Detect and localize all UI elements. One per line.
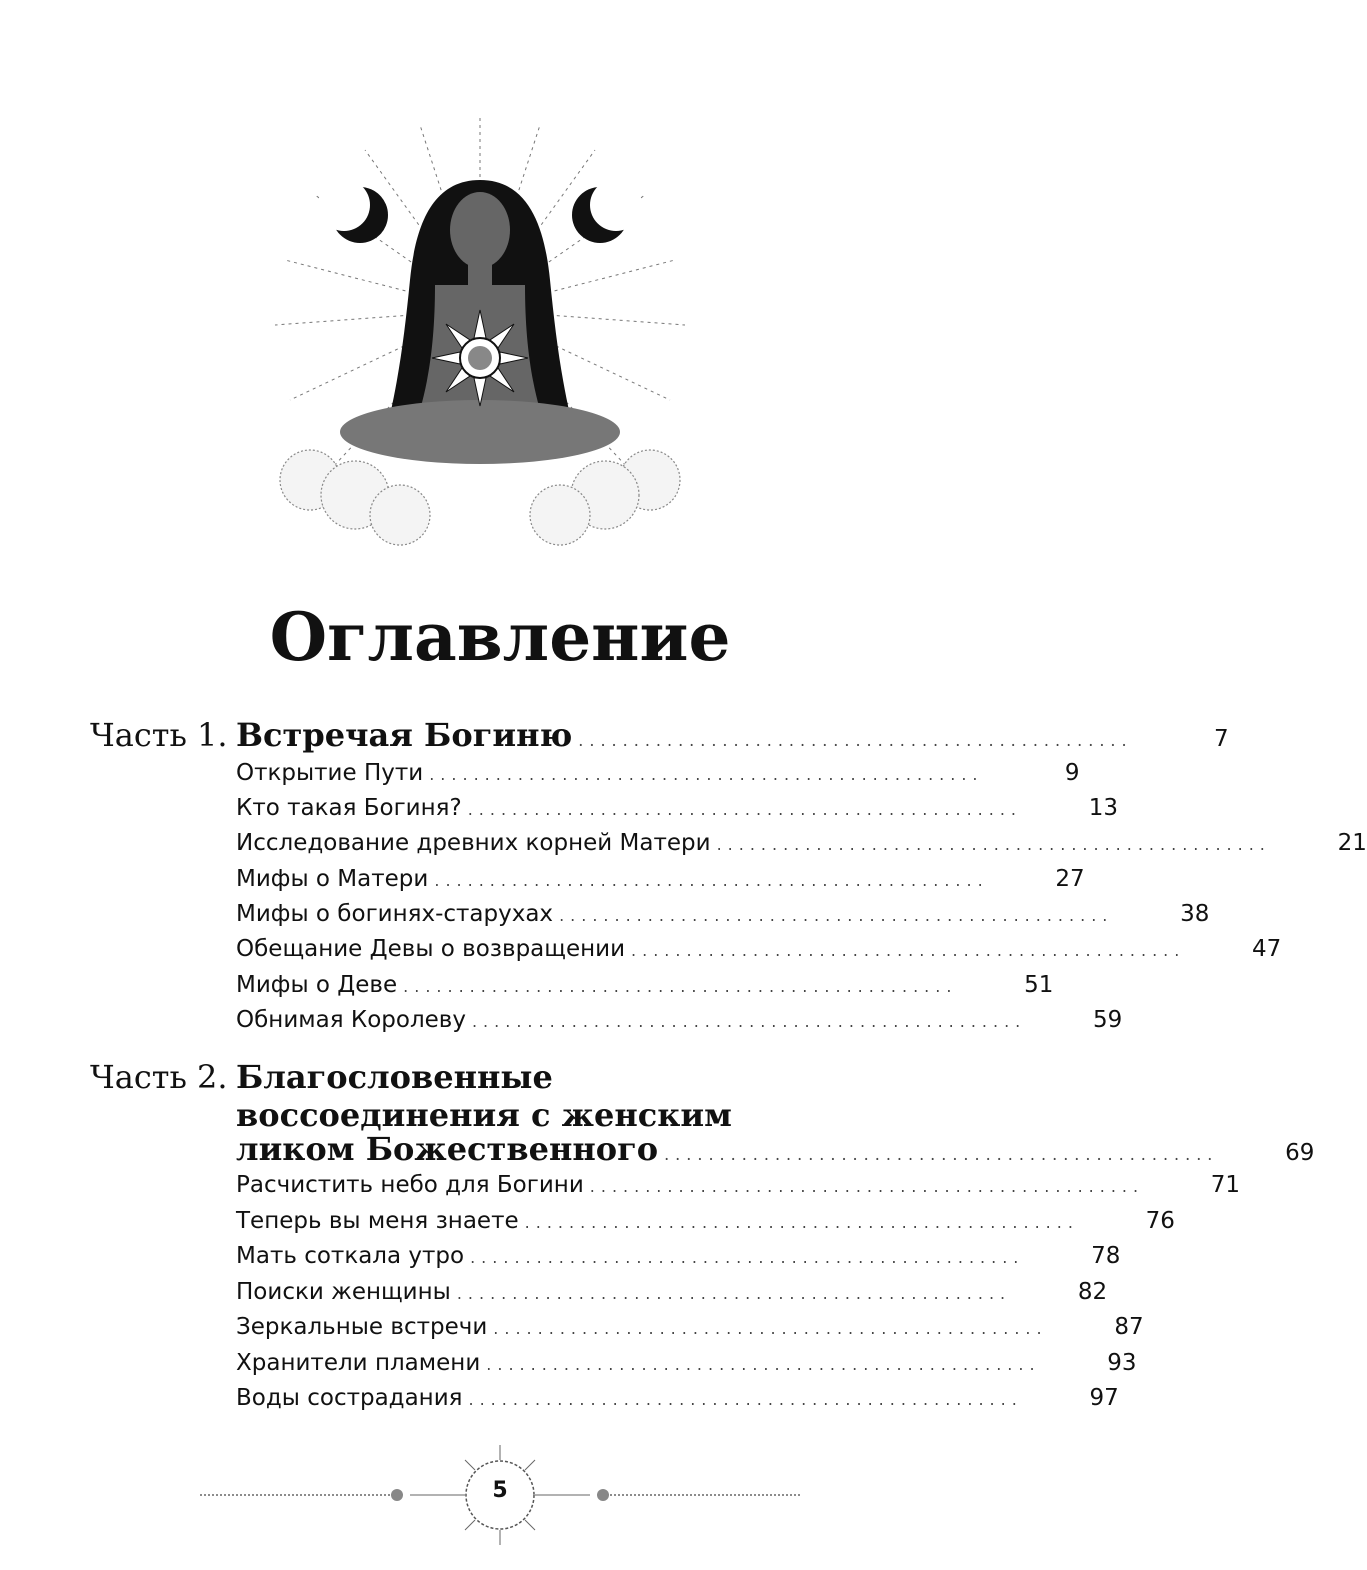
part-2-label: [90, 1058, 228, 1096]
toc-entry-title: Открытие Пути: [236, 760, 424, 786]
toc-entry[interactable]: [236, 1168, 1241, 1202]
toc-entry[interactable]: [236, 1381, 1119, 1415]
toc-entry-title: Расчистить небо для Богини: [236, 1172, 584, 1198]
part-1-page: 7: [1213, 726, 1229, 752]
dot-leader: ..................................................: [429, 765, 984, 784]
toc-entry[interactable]: [236, 1239, 1121, 1273]
part-1-label: [90, 716, 228, 754]
dot-leader: ..................................................: [559, 906, 1114, 925]
toc-entry-title: Мифы о Деве: [236, 972, 398, 998]
toc-entry-title: Мать соткала утро: [236, 1243, 465, 1269]
toc-entry[interactable]: [236, 756, 1080, 790]
toc-entry-page: 97: [1089, 1385, 1119, 1411]
toc-entry-page: 78: [1091, 1243, 1121, 1269]
toc-entry-page: 27: [1055, 866, 1085, 892]
toc-entry[interactable]: [236, 968, 1054, 1002]
toc-entry[interactable]: [236, 862, 1085, 896]
part-2-page: 69: [1285, 1140, 1315, 1166]
toc-entry-title: Воды сострадания: [236, 1385, 463, 1411]
toc-entry-title: Хранители пламени: [236, 1350, 481, 1376]
dot-leader: ..................................................: [470, 1248, 1025, 1267]
toc-entry-title: Обнимая Королеву: [236, 1007, 466, 1033]
part-1-title: Встречая Богиню: [236, 716, 573, 754]
toc-entry-page: 13: [1088, 795, 1118, 821]
part-2-number: Часть 2.: [90, 1058, 228, 1096]
toc-entry-title: Мифы о богинях-старухах: [236, 901, 554, 927]
toc-entry-title: Исследование древних корней Матери: [236, 830, 711, 856]
toc-entry-page: 93: [1107, 1350, 1137, 1376]
toc-entry-page: 59: [1092, 1007, 1123, 1033]
toc-entry[interactable]: [236, 1275, 1108, 1309]
toc-entry[interactable]: [236, 1310, 1144, 1344]
toc-entry-page: 21: [1337, 830, 1367, 856]
toc-entry-page: 76: [1145, 1208, 1175, 1234]
part-2-title-line-1: Благословенные: [236, 1058, 553, 1096]
toc-entry[interactable]: [236, 826, 1367, 860]
toc-entry-page: 38: [1180, 901, 1210, 927]
toc-entry-title: Обещание Девы о возвращении: [236, 936, 626, 962]
toc-entry-page: 47: [1252, 936, 1282, 962]
dot-leader: ..................................................: [589, 1177, 1145, 1196]
toc-entry-title: Теперь вы меня знаете: [236, 1208, 519, 1234]
dot-leader: ..................................................: [467, 800, 1022, 819]
dot-leader: ..................................................: [524, 1213, 1079, 1232]
toc-entry-page: 9: [1064, 760, 1080, 786]
toc-entry[interactable]: [236, 1346, 1137, 1380]
part-1-number: Часть 1.: [90, 716, 228, 754]
dot-leader: ..................................................: [716, 835, 1271, 854]
dot-leader: ..................................................: [578, 731, 1133, 750]
toc-entry-page: 87: [1114, 1314, 1144, 1340]
toc-entry-page: 51: [1024, 972, 1054, 998]
part-2-title-line-2: воссоединения с женским: [236, 1096, 732, 1134]
dot-leader: ..................................................: [486, 1355, 1041, 1374]
toc-entry[interactable]: [236, 791, 1118, 825]
page-title: Оглавление: [269, 598, 731, 677]
toc-entry-title: Поиски женщины: [236, 1279, 451, 1305]
dot-leader: ..................................................: [468, 1390, 1023, 1409]
page-number: 5: [492, 1478, 508, 1503]
toc-entry-page: 71: [1210, 1172, 1241, 1198]
dot-leader: ..................................................: [456, 1284, 1012, 1303]
dot-leader: ..................................................: [434, 871, 989, 890]
toc-entry[interactable]: [236, 932, 1282, 966]
dot-leader: ..................................................: [631, 941, 1186, 960]
dot-leader: ..................................................: [403, 977, 958, 996]
toc-entry-title: Зеркальные встречи: [236, 1314, 488, 1340]
dot-leader: ..................................................: [471, 1012, 1027, 1031]
toc-entry-title: Кто такая Богиня?: [236, 795, 462, 821]
toc-entry[interactable]: [236, 1003, 1123, 1037]
part-1-row[interactable]: [236, 716, 1229, 754]
dot-leader: ..................................................: [493, 1319, 1048, 1338]
toc-entry-page: 82: [1077, 1279, 1108, 1305]
toc-entry[interactable]: [236, 1204, 1175, 1238]
toc-entry[interactable]: [236, 897, 1210, 931]
part-2-title-line-3: ликом Божественного: [236, 1130, 659, 1168]
part-2-row[interactable]: [236, 1130, 1315, 1168]
toc-entry-title: Мифы о Матери: [236, 866, 429, 892]
dot-leader: ..................................................: [664, 1145, 1219, 1164]
